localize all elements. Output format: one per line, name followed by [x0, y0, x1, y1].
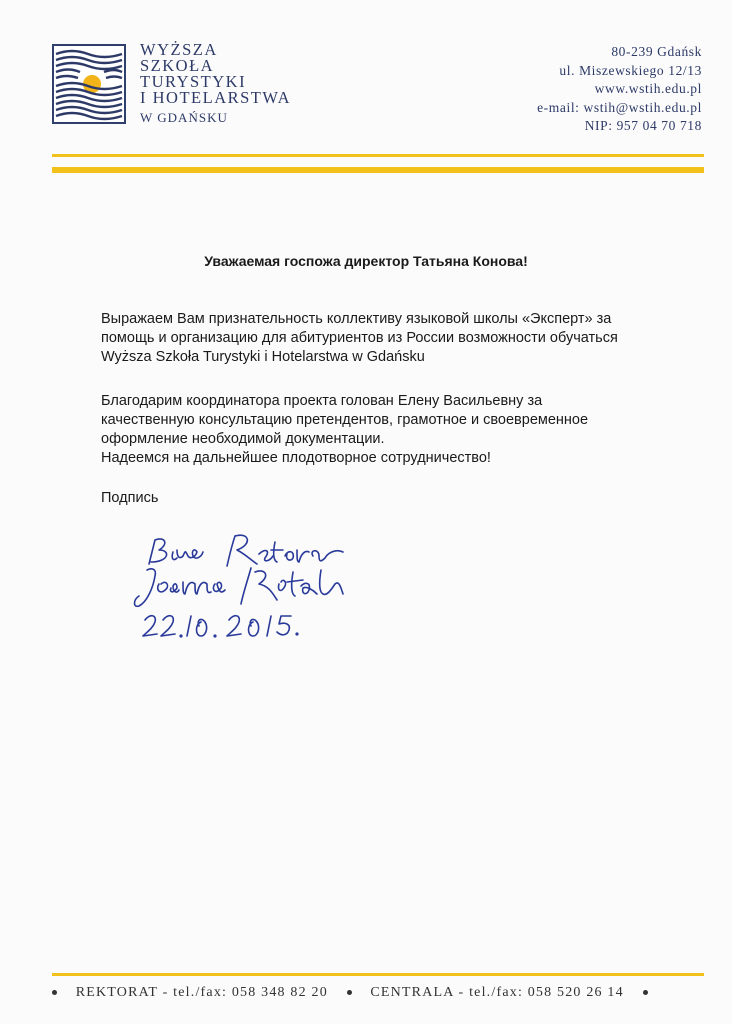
school-name-city: W GDAŃSKU — [140, 110, 228, 125]
paragraph-line: оформление необходимой документации. — [101, 431, 385, 447]
school-logo-emblem — [52, 44, 126, 124]
contact-nip: NIP: 957 04 70 718 — [584, 118, 702, 133]
footer-centrala: CENTRALA - tel./fax: 058 520 26 14 — [370, 985, 624, 1000]
paragraph-line: Надеемся на дальнейшее плодотворное сотрудничество! — [101, 450, 491, 466]
handwritten-signature — [125, 528, 370, 648]
wave-sun-icon — [54, 46, 124, 122]
school-name-line-3: TURYSTYKI — [140, 72, 247, 91]
paragraph-line: Выражаем Вам признательность коллективу языковой школы «Эксперт» за — [101, 311, 612, 327]
school-name-line-2: SZKOŁA — [140, 56, 215, 75]
paragraph-line: Wyższa Szkoła Turystyki i Hotelarstwa w Gdańsku — [101, 349, 425, 365]
contact-website: www.wstih.edu.pl — [594, 81, 702, 96]
paragraph-line: помощь и организацию для абитуриентов из России возможности обучаться — [101, 330, 618, 346]
contact-block — [537, 43, 702, 136]
header-divider-thin — [52, 154, 704, 157]
paragraph-line: Благодарим координатора проекта голован Елену Васильевну за — [101, 393, 543, 409]
contact-postcode-city: 80-239 Gdańsk — [611, 44, 702, 59]
letter-greeting: Уважаемая госпожа директор Татьяна Конова! — [204, 253, 528, 269]
footer-divider — [52, 973, 704, 976]
header-divider-thick — [52, 167, 704, 173]
paragraph-line: качественную консультацию претендентов, грамотное и своевременное — [101, 412, 589, 428]
letter-paragraph-2 — [101, 392, 701, 468]
contact-street: ul. Miszewskiego 12/13 — [559, 62, 702, 78]
school-name-line-1: WYŻSZA — [140, 40, 218, 59]
bullet-dot — [52, 990, 57, 995]
contact-email: e-mail: wstih@wstih.edu.pl — [537, 99, 702, 115]
school-name-wordmark — [140, 42, 291, 126]
bullet-dot — [347, 990, 352, 995]
bullet-dot — [643, 990, 648, 995]
signature-label: Подпись — [101, 490, 159, 506]
footer-contacts — [52, 985, 704, 1001]
school-name-line-4: I HOTELARSTWA — [140, 88, 292, 107]
footer-rektorat: REKTORAT - tel./fax: 058 348 82 20 — [75, 985, 328, 1000]
letter-paragraph-1 — [101, 310, 701, 367]
